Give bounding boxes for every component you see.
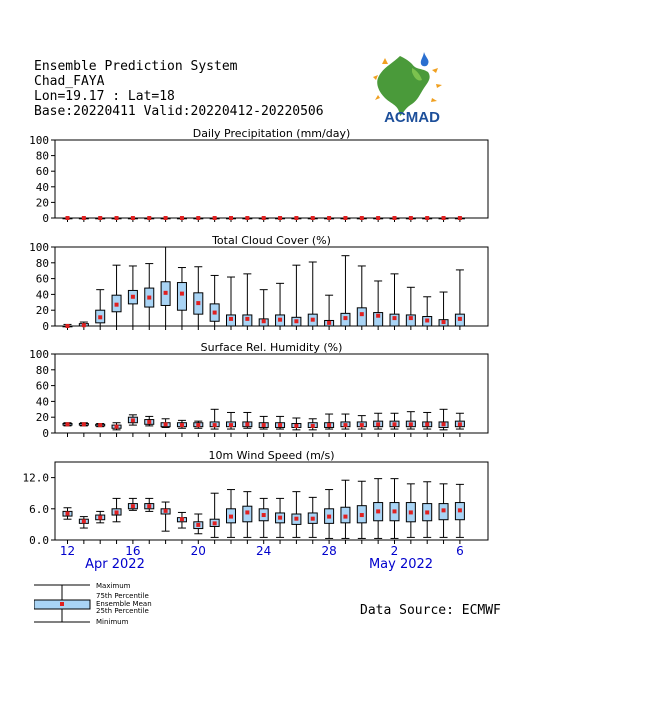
y-tick-label: 80 [35, 256, 49, 270]
mean-marker [196, 301, 200, 305]
mean-marker [278, 216, 282, 220]
mean-marker [409, 216, 413, 220]
mean-marker [409, 510, 413, 514]
legend [34, 582, 194, 630]
mean-marker [442, 422, 446, 426]
x-tick-label: 20 [190, 544, 206, 558]
mean-marker [196, 523, 200, 527]
y-tick-label: 0 [42, 427, 49, 440]
y-tick-label: 6.0 [29, 502, 49, 516]
mean-marker [245, 422, 249, 426]
y-tick-label: 40 [35, 180, 49, 194]
y-tick-label: 60 [35, 272, 49, 286]
mean-marker [425, 318, 429, 322]
legend-p25: 25th Percentile [96, 607, 149, 615]
x-tick-label: 28 [321, 544, 337, 558]
mean-marker [393, 216, 397, 220]
mean-marker [229, 317, 233, 321]
mean-marker [311, 517, 315, 521]
mean-marker [147, 504, 151, 508]
mean-marker [213, 423, 217, 427]
mean-marker [376, 422, 380, 426]
mean-marker [327, 321, 331, 325]
mean-marker [278, 318, 282, 322]
mean-marker [131, 295, 135, 299]
mean-marker [294, 424, 298, 428]
y-tick-label: 40 [35, 395, 49, 409]
mean-marker [131, 418, 135, 422]
mean-marker [66, 511, 70, 515]
station-coordinates: Lon=19.17 : Lat=18 [34, 89, 175, 104]
mean-marker [147, 216, 151, 220]
station-name: Chad_FAYA [34, 74, 105, 89]
mean-marker [82, 323, 86, 327]
mean-marker [98, 516, 102, 520]
mean-marker [458, 508, 462, 512]
legend-minimum: Minimum [96, 618, 129, 626]
mean-marker [278, 423, 282, 427]
mean-marker [343, 423, 347, 427]
y-tick-label: 60 [35, 165, 49, 179]
mean-marker [229, 423, 233, 427]
y-tick-label: 20 [35, 411, 49, 425]
mean-marker [180, 216, 184, 220]
mean-marker [213, 521, 217, 525]
legend-p75: 75th Percentile [96, 592, 149, 600]
mean-marker [393, 316, 397, 320]
mean-marker [180, 423, 184, 427]
mean-marker [458, 317, 462, 321]
mean-marker [409, 422, 413, 426]
mean-marker [82, 519, 86, 523]
mean-marker [393, 422, 397, 426]
mean-marker [147, 420, 151, 424]
mean-marker [245, 510, 249, 514]
y-tick-label: 100 [29, 134, 49, 147]
y-tick-label: 20 [35, 196, 49, 210]
mean-marker [376, 216, 380, 220]
mean-marker [115, 303, 119, 307]
mean-marker [180, 292, 184, 296]
legend-mean: Ensemble Mean [96, 600, 152, 608]
mean-marker [376, 314, 380, 318]
mean-marker [66, 216, 70, 220]
mean-marker [311, 424, 315, 428]
y-tick-label: 80 [35, 363, 49, 377]
y-tick-label: 0.0 [29, 534, 49, 547]
mean-marker [66, 422, 70, 426]
mean-marker [360, 513, 364, 517]
mean-marker [393, 509, 397, 513]
mean-marker [213, 216, 217, 220]
mean-marker [115, 425, 119, 429]
mean-marker [98, 216, 102, 220]
mean-marker [425, 216, 429, 220]
mean-marker [229, 216, 233, 220]
month-label: Apr 2022 [85, 557, 145, 572]
mean-marker [115, 510, 119, 514]
mean-marker [311, 318, 315, 322]
mean-marker [311, 216, 315, 220]
mean-marker [425, 510, 429, 514]
mean-marker [229, 515, 233, 519]
mean-marker [360, 423, 364, 427]
x-tick-label: 24 [256, 544, 272, 558]
mean-marker [66, 324, 70, 328]
month-label: May 2022 [368, 557, 434, 572]
mean-marker [164, 422, 168, 426]
mean-marker [245, 216, 249, 220]
mean-marker [294, 517, 298, 521]
mean-marker [294, 216, 298, 220]
mean-marker [82, 216, 86, 220]
mean-marker [262, 423, 266, 427]
mean-marker [343, 316, 347, 320]
mean-marker [327, 515, 331, 519]
mean-marker [376, 509, 380, 513]
y-tick-label: 100 [29, 241, 49, 254]
mean-marker [425, 422, 429, 426]
mean-marker [360, 312, 364, 316]
panel-frame [55, 247, 488, 326]
mean-marker [343, 515, 347, 519]
legend-maximum: Maximum [96, 582, 131, 590]
mean-marker [245, 317, 249, 321]
panel-title: Daily Precipitation (mm/day) [192, 127, 351, 140]
panel-frame [55, 462, 488, 540]
x-tick-label: 16 [125, 544, 141, 558]
mean-marker [82, 422, 86, 426]
mean-marker [147, 296, 151, 300]
quartile-box [357, 308, 366, 326]
panel-frame [55, 354, 488, 433]
mean-marker [360, 216, 364, 220]
mean-marker [409, 316, 413, 320]
mean-marker [327, 423, 331, 427]
mean-marker [213, 311, 217, 315]
mean-marker [442, 508, 446, 512]
system-title: Ensemble Prediction System [34, 59, 238, 74]
forecast-dates: Base:20220411 Valid:20220412-20220506 [34, 104, 324, 119]
mean-marker [196, 216, 200, 220]
mean-marker [164, 216, 168, 220]
quartile-box [177, 283, 186, 311]
mean-marker [196, 423, 200, 427]
y-tick-label: 100 [29, 348, 49, 361]
y-tick-label: 60 [35, 379, 49, 393]
logo-text: ACMAD [384, 109, 440, 125]
data-source: Data Source: ECMWF [360, 603, 501, 618]
mean-marker [98, 423, 102, 427]
mean-marker [262, 513, 266, 517]
y-tick-label: 20 [35, 304, 49, 318]
mean-marker [164, 509, 168, 513]
panel-title: Surface Rel. Humidity (%) [200, 341, 343, 354]
x-tick-label: 12 [59, 544, 76, 558]
x-tick-label: 2 [390, 544, 399, 558]
y-tick-label: 12.0 [22, 471, 49, 485]
mean-marker [180, 517, 184, 521]
mean-marker [115, 216, 119, 220]
panel-title: 10m Wind Speed (m/s) [208, 449, 335, 462]
mean-marker [262, 216, 266, 220]
mean-marker [262, 319, 266, 323]
y-tick-label: 0 [42, 212, 49, 225]
mean-marker [327, 216, 331, 220]
panel-title: Total Cloud Cover (%) [212, 234, 331, 247]
mean-marker [278, 516, 282, 520]
mean-marker [343, 216, 347, 220]
mean-marker [131, 504, 135, 508]
mean-marker [98, 315, 102, 319]
mean-marker [442, 320, 446, 324]
mean-marker [294, 319, 298, 323]
y-tick-label: 40 [35, 288, 49, 302]
panel-frame [55, 140, 488, 218]
x-tick-label: 6 [456, 544, 464, 558]
mean-marker [458, 216, 462, 220]
mean-marker [458, 422, 462, 426]
y-tick-label: 80 [35, 149, 49, 163]
y-tick-label: 0 [42, 320, 49, 333]
mean-marker [164, 291, 168, 295]
mean-marker [131, 216, 135, 220]
mean-marker [442, 216, 446, 220]
